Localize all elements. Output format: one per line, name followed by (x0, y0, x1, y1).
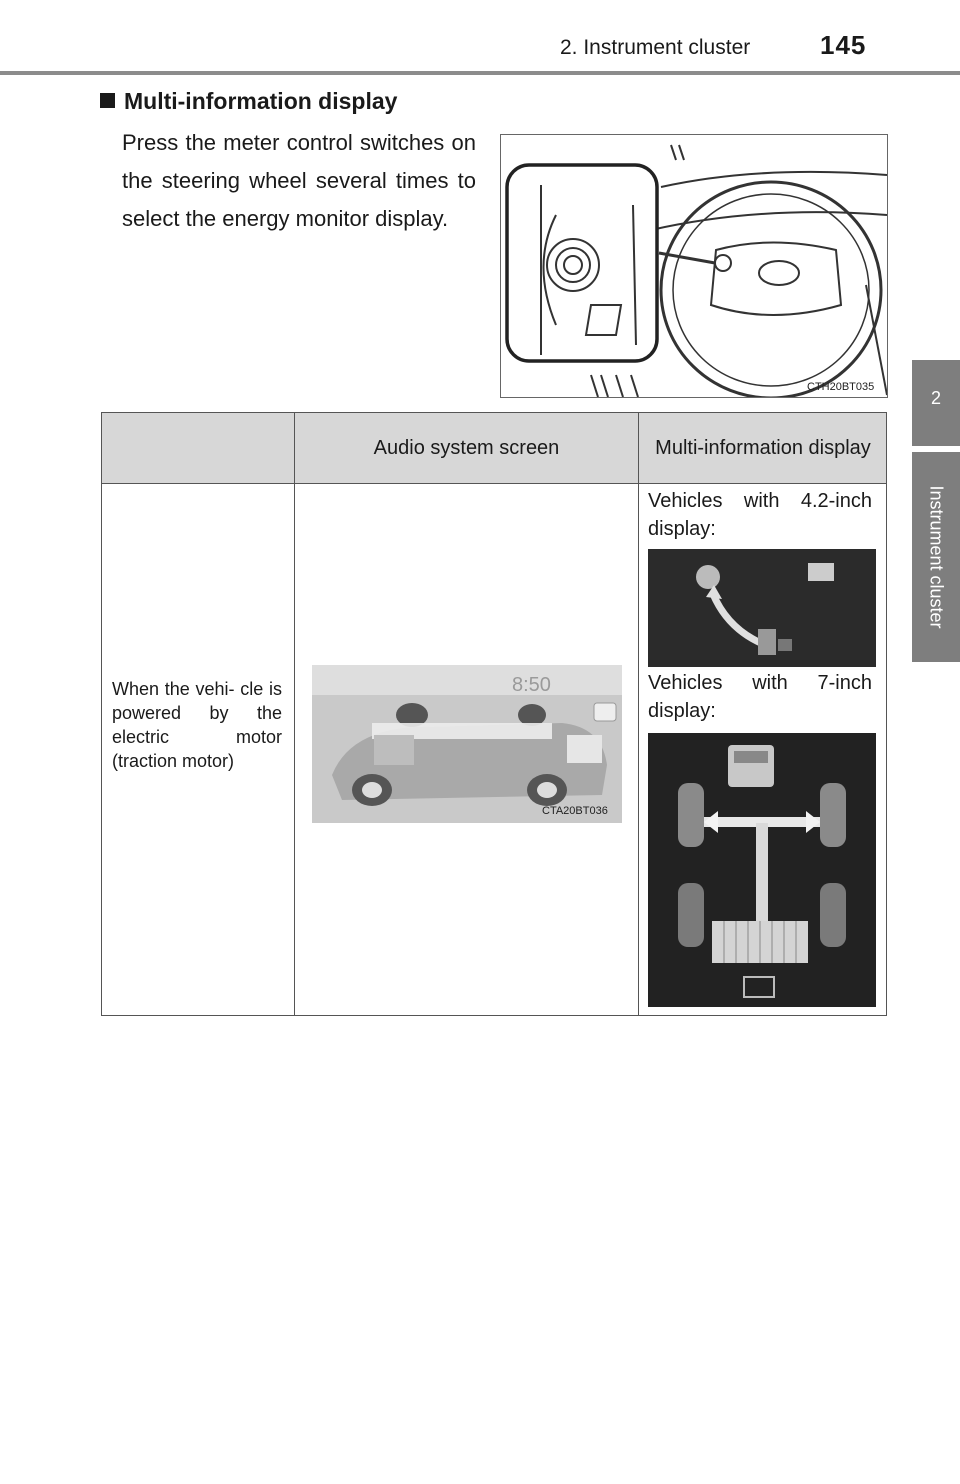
audio-figure-code: CTA20BT036 (542, 805, 608, 817)
steering-wheel-drawing (501, 135, 887, 397)
audio-screen-drawing (312, 665, 622, 823)
square-bullet-icon (100, 93, 115, 108)
header-cell-audio-screen: Audio system screen (373, 437, 560, 459)
header-rule (0, 71, 960, 75)
steering-wheel-illustration (500, 134, 888, 398)
energy-monitor-table (101, 412, 887, 1016)
header-cell-empty (102, 413, 294, 483)
mid-4-2-drawing (648, 549, 876, 667)
side-tab-chapter-number: 2 (912, 360, 960, 446)
side-tab-chapter-label (912, 452, 960, 662)
chapter-title: 2. Instrument cluster (560, 36, 751, 59)
mid-4-2-inch-image (648, 549, 876, 667)
label-4-2-inch: Vehicles with 4.2-inch display: (648, 490, 872, 540)
intro-paragraph: Press the meter control switches on the steering wheel several times to select the energy monitor display. (122, 130, 476, 231)
header-cell-mid: Multi-information display (655, 437, 871, 459)
mid-7-drawing (648, 733, 876, 1007)
audio-clock: 8:50 (512, 674, 551, 696)
label-7-inch: Vehicles with 7-inch display: (648, 672, 872, 722)
section-title-text: Multi-information display (124, 88, 398, 114)
table-divider (638, 413, 639, 1015)
table-divider (294, 413, 295, 1015)
steering-figure-code: CTH20BT035 (807, 381, 875, 393)
audio-energy-monitor-image (312, 665, 622, 823)
section-title (100, 88, 397, 115)
side-tab-label-text: Instrument cluster (926, 485, 947, 629)
mid-7-inch-image (648, 733, 876, 1007)
condition-cell: When the vehi- cle is powered by the electric motor (traction motor) (112, 679, 282, 771)
page-number: 145 (820, 30, 867, 60)
